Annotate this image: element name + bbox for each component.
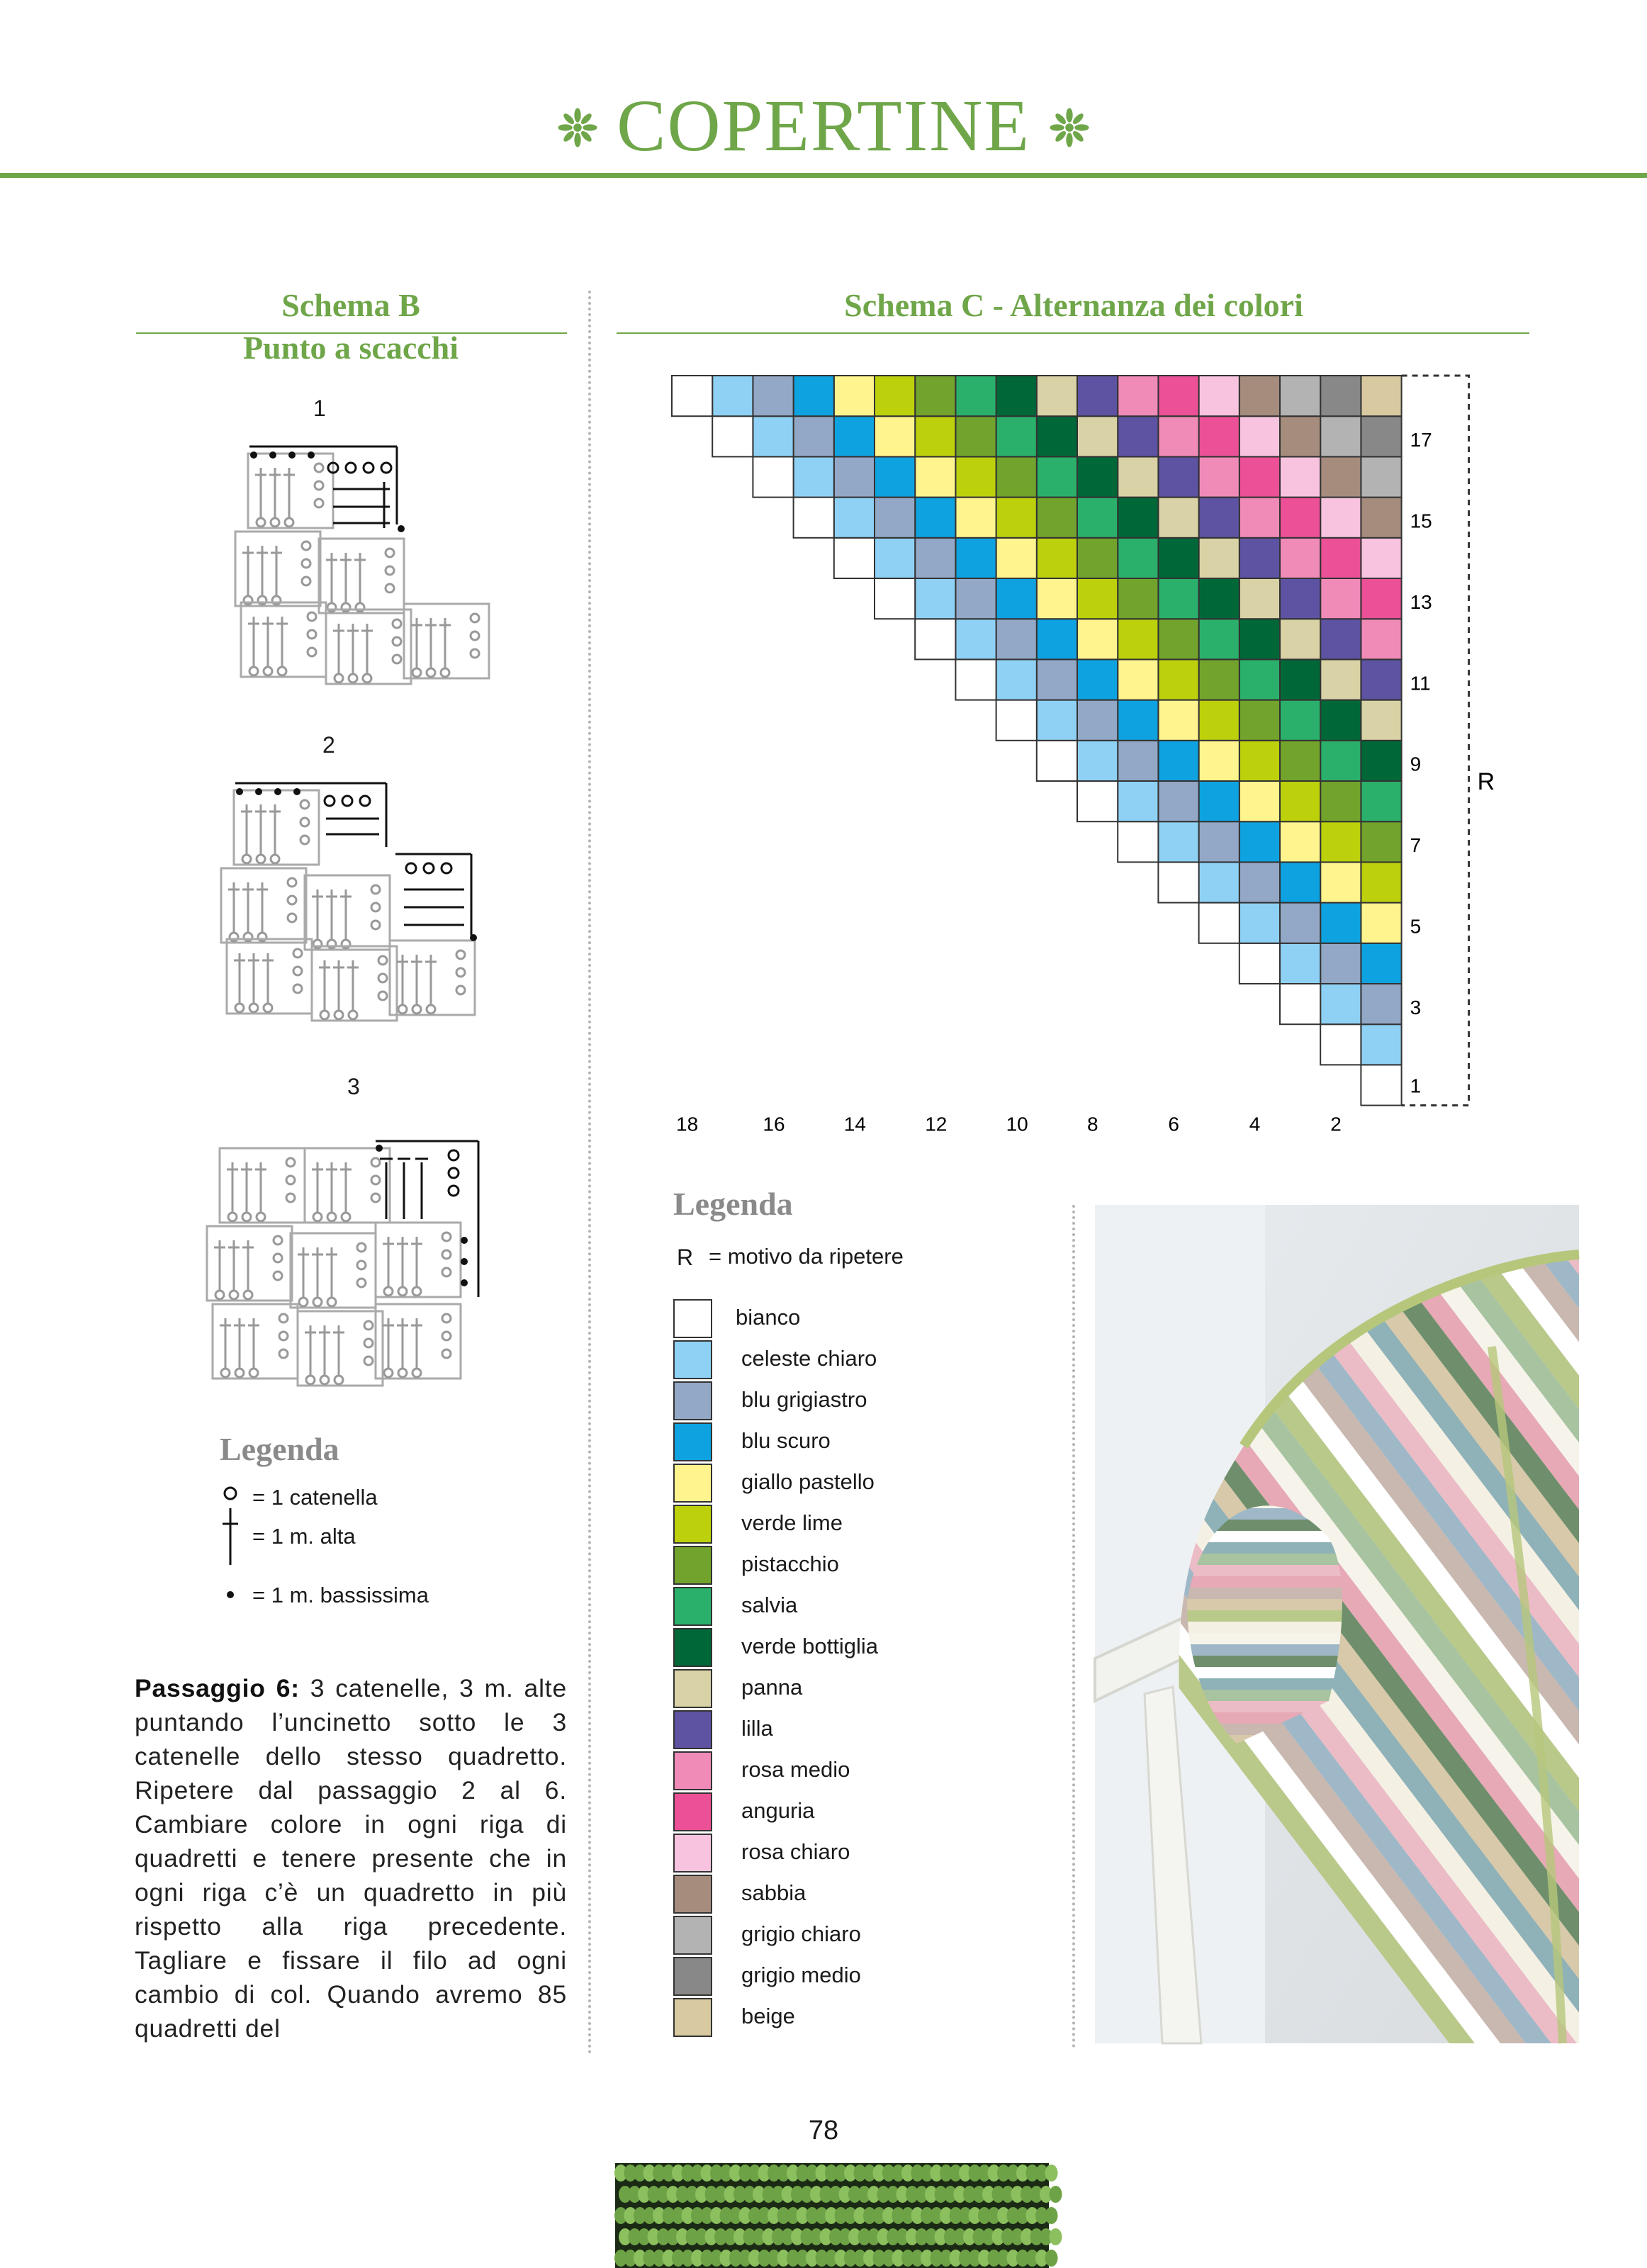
- chart-cell: [1158, 862, 1198, 902]
- chart-cell: [1320, 741, 1361, 781]
- chart-cell: [1199, 416, 1240, 456]
- legend-color-name: beige: [741, 2004, 795, 2028]
- chart-cell: [955, 538, 996, 578]
- repeat-label: R: [1477, 768, 1495, 795]
- chart-cell: [1361, 1065, 1401, 1105]
- chart-cell: [1320, 903, 1361, 943]
- step-number-1: 1: [313, 395, 326, 421]
- legend-slip-stitch: = 1 m. bassissima: [252, 1583, 429, 1607]
- legend-color-name: celeste chiaro: [741, 1346, 877, 1371]
- column-label: 2: [1330, 1113, 1342, 1135]
- chart-cell: [1077, 416, 1118, 456]
- chart-cell: [1118, 781, 1158, 821]
- chart-cell: [1280, 538, 1320, 578]
- legend-swatch: [673, 1299, 712, 1338]
- schema-b-legend-title: Legenda: [220, 1431, 339, 1467]
- legend-color-name: blu grigiastro: [741, 1387, 867, 1412]
- legend-swatch: [673, 1628, 712, 1667]
- chart-cell: [1199, 578, 1240, 619]
- header-rule: [0, 173, 1647, 178]
- legend-color-name: giallo pastello: [741, 1469, 875, 1494]
- chart-cell: [794, 456, 834, 497]
- chart-cell: [1320, 984, 1361, 1024]
- chart-cell: [1361, 943, 1401, 984]
- chart-cell: [794, 376, 834, 416]
- chain-stitch-icon: [220, 1483, 241, 1504]
- chart-cell: [1118, 456, 1158, 497]
- chart-cell: [1320, 943, 1361, 984]
- chart-cell: [834, 538, 875, 578]
- chart-cell: [875, 578, 915, 619]
- chart-cell: [955, 416, 996, 456]
- chart-cell: [1240, 619, 1280, 659]
- chart-cell: [1199, 538, 1240, 578]
- chart-cell: [1320, 578, 1361, 619]
- chart-cell: [1240, 821, 1280, 862]
- schema-b-title-line1: Schema B: [281, 287, 420, 323]
- chart-cell: [1199, 781, 1240, 821]
- legend-swatch: [673, 1669, 712, 1708]
- legend-swatch: [673, 1875, 712, 1914]
- chart-cell: [1158, 700, 1198, 741]
- chart-cell: [1361, 578, 1401, 619]
- chart-cell: [1280, 700, 1320, 741]
- chart-cell: [1240, 741, 1280, 781]
- chart-cell: [834, 376, 875, 416]
- chart-cell: [1158, 538, 1198, 578]
- legend-color-name: pistacchio: [741, 1551, 839, 1576]
- chart-cell: [1320, 659, 1361, 700]
- chart-cell: [1280, 781, 1320, 821]
- passage-heading: Passaggio 6:: [135, 1674, 300, 1702]
- chart-cell: [1199, 498, 1240, 538]
- chart-cell: [875, 456, 915, 497]
- chart-cell: [1320, 821, 1361, 862]
- chart-cell: [1280, 659, 1320, 700]
- color-alternation-chart: [666, 369, 1495, 1148]
- chart-cell: [1240, 781, 1280, 821]
- chart-cell: [1320, 619, 1361, 659]
- chart-cell: [955, 376, 996, 416]
- chart-cell: [996, 538, 1037, 578]
- chart-cell: [1240, 862, 1280, 902]
- legend-color-name: grigio medio: [741, 1963, 861, 1987]
- chart-cell: [1320, 862, 1361, 902]
- chart-cell: [1280, 376, 1320, 416]
- chart-cell: [1158, 821, 1198, 862]
- chart-cell: [915, 376, 955, 416]
- chart-cell: [753, 416, 793, 456]
- chart-cell: [1037, 619, 1077, 659]
- chart-cell: [955, 659, 996, 700]
- decorative-texture-strip: [615, 2163, 1049, 2268]
- legend-swatch: [673, 1422, 712, 1461]
- column-label: 12: [925, 1113, 948, 1135]
- column-label: 18: [676, 1113, 699, 1135]
- legend-swatch: [673, 1916, 712, 1955]
- legend-color-name: blu scuro: [741, 1428, 831, 1453]
- repeat-description: = motivo da ripetere: [709, 1244, 904, 1269]
- chart-cell: [1077, 456, 1118, 497]
- row-label: 5: [1410, 915, 1422, 938]
- page-number: 78: [808, 2116, 839, 2145]
- column-label: 6: [1168, 1113, 1179, 1135]
- schema-b-title: [135, 285, 567, 326]
- chart-cell: [915, 416, 955, 456]
- row-label: 1: [1410, 1074, 1422, 1097]
- chart-cell: [1320, 1024, 1361, 1065]
- chart-cell: [794, 416, 834, 456]
- legend-swatch: [673, 1751, 712, 1790]
- chart-cell: [1118, 578, 1158, 619]
- chart-cell: [1320, 538, 1361, 578]
- legend-swatch: [673, 1834, 712, 1873]
- chart-cell: [1199, 619, 1240, 659]
- color-legend-list: [673, 1299, 1098, 2050]
- chart-cell: [1158, 781, 1198, 821]
- chart-cell: [1118, 741, 1158, 781]
- crochet-diagram-step-2: [213, 776, 496, 1031]
- chart-cell: [1361, 700, 1401, 741]
- photo-separator: [1072, 1205, 1075, 2048]
- chart-cell: [1361, 781, 1401, 821]
- chart-cell: [794, 498, 834, 538]
- blanket-photo: [1095, 1205, 1579, 2043]
- chart-cell: [1240, 700, 1280, 741]
- chart-cell: [1361, 456, 1401, 497]
- page-title: [0, 84, 1647, 168]
- chart-cell: [1077, 781, 1118, 821]
- chart-cell: [1037, 700, 1077, 741]
- chart-cell: [1240, 538, 1280, 578]
- chart-cell: [1280, 984, 1320, 1024]
- chart-cell: [1199, 862, 1240, 902]
- chart-cell: [1240, 903, 1280, 943]
- legend-color-name: bianco: [736, 1305, 801, 1330]
- chart-cell: [1320, 376, 1361, 416]
- legend-swatch: [673, 1546, 712, 1585]
- chart-cell: [955, 619, 996, 659]
- legend-swatch: [673, 1505, 712, 1544]
- chart-cell: [1280, 741, 1320, 781]
- chart-cell: [915, 456, 955, 497]
- column-label: 8: [1087, 1113, 1098, 1135]
- column-label: 16: [763, 1113, 785, 1135]
- chart-cell: [1158, 659, 1198, 700]
- chart-cell: [1118, 821, 1158, 862]
- legend-swatch: [673, 1381, 712, 1420]
- chart-cell: [1199, 376, 1240, 416]
- chart-cell: [1158, 456, 1198, 497]
- legend-swatch: [673, 1340, 712, 1379]
- legend-chain-stitch: = 1 catenella: [252, 1485, 378, 1510]
- slip-stitch-icon: [220, 1584, 241, 1605]
- rosette-icon: [557, 107, 598, 148]
- chart-cell: [1199, 456, 1240, 497]
- chart-cell: [1077, 498, 1118, 538]
- chart-cell: [1361, 903, 1401, 943]
- schema-b-subtitle: Punto a scacchi: [242, 330, 459, 366]
- legend-swatch: [673, 1792, 712, 1831]
- chart-cell: [712, 416, 753, 456]
- repeat-letter: R: [677, 1245, 694, 1270]
- chart-cell: [915, 619, 955, 659]
- chart-cell: [1280, 903, 1320, 943]
- chart-cell: [1037, 416, 1077, 456]
- chart-cell: [1158, 619, 1198, 659]
- legend-color-name: lilla: [741, 1716, 773, 1741]
- chart-cell: [1118, 700, 1158, 741]
- chart-cell: [1158, 741, 1198, 781]
- chart-cell: [1118, 659, 1158, 700]
- chart-cell: [1240, 376, 1280, 416]
- chart-cell: [1361, 1024, 1401, 1065]
- chart-cell: [875, 538, 915, 578]
- chart-cell: [1037, 659, 1077, 700]
- chart-cell: [1240, 456, 1280, 497]
- chart-cell: [1240, 943, 1280, 984]
- legend-double-crochet: = 1 m. alta: [252, 1524, 356, 1549]
- row-label: 13: [1410, 590, 1432, 613]
- legend-color-name: panna: [741, 1675, 803, 1700]
- step-number-2: 2: [322, 732, 335, 758]
- rosette-icon: [1049, 107, 1090, 148]
- chart-cell: [1199, 659, 1240, 700]
- chart-cell: [955, 578, 996, 619]
- chart-cell: [1320, 700, 1361, 741]
- legend-swatch: [673, 1998, 712, 2037]
- chart-cell: [1240, 578, 1280, 619]
- chart-cell: [1118, 619, 1158, 659]
- chart-cell: [1361, 821, 1401, 862]
- chart-cell: [996, 578, 1037, 619]
- chart-cell: [1158, 498, 1198, 538]
- row-label: 3: [1410, 996, 1422, 1018]
- column-separator: [588, 291, 591, 2055]
- chart-cell: [1240, 416, 1280, 456]
- chart-cell: [1320, 781, 1361, 821]
- chart-cell: [1199, 821, 1240, 862]
- chart-cell: [875, 416, 915, 456]
- chart-cell: [915, 578, 955, 619]
- chart-cell: [1118, 416, 1158, 456]
- chart-cell: [1118, 538, 1158, 578]
- chart-cell: [996, 619, 1037, 659]
- row-label: 9: [1410, 753, 1422, 775]
- chart-cell: [996, 700, 1037, 741]
- chart-cell: [1077, 741, 1118, 781]
- column-label: 10: [1006, 1113, 1028, 1135]
- chart-cell: [996, 416, 1037, 456]
- chart-cell: [1361, 741, 1401, 781]
- chart-cell: [1280, 498, 1320, 538]
- chart-cell: [834, 498, 875, 538]
- chart-cell: [1361, 376, 1401, 416]
- chart-cell: [1280, 578, 1320, 619]
- legend-swatch: [673, 1710, 712, 1749]
- legend-color-name: verde bottiglia: [741, 1634, 879, 1658]
- chart-cell: [1280, 821, 1320, 862]
- chart-cell: [996, 376, 1037, 416]
- chart-cell: [1037, 456, 1077, 497]
- chart-cell: [875, 498, 915, 538]
- chart-cell: [1118, 498, 1158, 538]
- chart-cell: [1158, 376, 1198, 416]
- crochet-diagram-step-1: [227, 439, 510, 695]
- chart-cell: [996, 498, 1037, 538]
- legend-swatch: [673, 1464, 712, 1503]
- chart-cell: [1361, 862, 1401, 902]
- chart-cell: [1158, 416, 1198, 456]
- row-label: 7: [1410, 834, 1422, 857]
- chart-cell: [955, 456, 996, 497]
- chart-cell: [915, 498, 955, 538]
- legend-swatch: [673, 1957, 712, 1996]
- legend-color-name: anguria: [741, 1798, 815, 1823]
- schema-c-title: Schema C - Alternanza dei colori: [844, 287, 1303, 323]
- chart-cell: [1361, 619, 1401, 659]
- passage-body: 3 catenelle, 3 m. alte puntando l’uncinetto sotto le 3 catenelle dello stesso quadretto. Ripetere dal passaggio 2 al 6. Cambiare colore in ogni riga di quadretti e tenere presente che in ogni riga c’è un quadretto in più rispetto alla riga precedente. Tagliare e fissare il filo ad ogni cambio di col. Quando avremo 85 quadretti del: [135, 1674, 567, 2043]
- chart-cell: [996, 659, 1037, 700]
- schema-c-legend-title: Legenda: [673, 1186, 793, 1222]
- row-label: 17: [1410, 429, 1432, 451]
- chart-cell: [1077, 659, 1118, 700]
- chart-cell: [1077, 578, 1118, 619]
- chart-cell: [1077, 376, 1118, 416]
- chart-cell: [1037, 578, 1077, 619]
- chart-cell: [1077, 700, 1118, 741]
- chart-cell: [915, 538, 955, 578]
- chart-cell: [996, 456, 1037, 497]
- double-crochet-icon: [220, 1503, 241, 1566]
- chart-cell: [875, 376, 915, 416]
- chart-cell: [1280, 416, 1320, 456]
- chart-cell: [1037, 376, 1077, 416]
- chart-cell: [1240, 498, 1280, 538]
- chart-cell: [1280, 619, 1320, 659]
- chart-cell: [753, 456, 793, 497]
- chart-cell: [1361, 538, 1401, 578]
- chart-cell: [1280, 943, 1320, 984]
- column-label: 4: [1249, 1113, 1261, 1135]
- chart-cell: [1199, 700, 1240, 741]
- legend-color-name: rosa chiaro: [741, 1839, 850, 1864]
- chart-cell: [1158, 578, 1198, 619]
- legend-color-name: verde lime: [741, 1510, 843, 1535]
- crochet-diagram-step-3: [198, 1134, 496, 1403]
- chart-cell: [834, 456, 875, 497]
- legend-color-name: rosa medio: [741, 1757, 850, 1782]
- chart-cell: [1199, 903, 1240, 943]
- header-title-text: COPERTINE: [617, 85, 1030, 167]
- chart-cell: [1361, 498, 1401, 538]
- chart-cell: [1037, 741, 1077, 781]
- legend-swatch: [673, 1587, 712, 1626]
- passage-text: [135, 1671, 567, 2045]
- legend-color-name: sabbia: [741, 1880, 806, 1905]
- chart-cell: [753, 376, 793, 416]
- chart-cell: [834, 416, 875, 456]
- legend-color-name: grigio chiaro: [741, 1921, 861, 1946]
- chart-cell: [712, 376, 753, 416]
- column-label: 14: [843, 1113, 866, 1135]
- chart-cell: [1280, 456, 1320, 497]
- schema-c-rule: [617, 332, 1529, 334]
- chart-cell: [1037, 498, 1077, 538]
- chart-cell: [1077, 538, 1118, 578]
- chart-cell: [1361, 659, 1401, 700]
- chart-cell: [1037, 538, 1077, 578]
- chart-cell: [1361, 416, 1401, 456]
- legend-color-name: salvia: [741, 1593, 798, 1617]
- chart-cell: [1320, 498, 1361, 538]
- row-label: 15: [1410, 510, 1432, 532]
- chart-cell: [1077, 619, 1118, 659]
- chart-cell: [1118, 376, 1158, 416]
- chart-cell: [672, 376, 712, 416]
- chart-cell: [1240, 659, 1280, 700]
- row-label: 11: [1410, 672, 1431, 695]
- chart-cell: [1320, 416, 1361, 456]
- chart-cell: [1280, 862, 1320, 902]
- chart-cell: [1361, 984, 1401, 1024]
- chart-cell: [1320, 456, 1361, 497]
- chart-cell: [955, 498, 996, 538]
- step-number-3: 3: [347, 1074, 360, 1099]
- chart-cell: [1199, 741, 1240, 781]
